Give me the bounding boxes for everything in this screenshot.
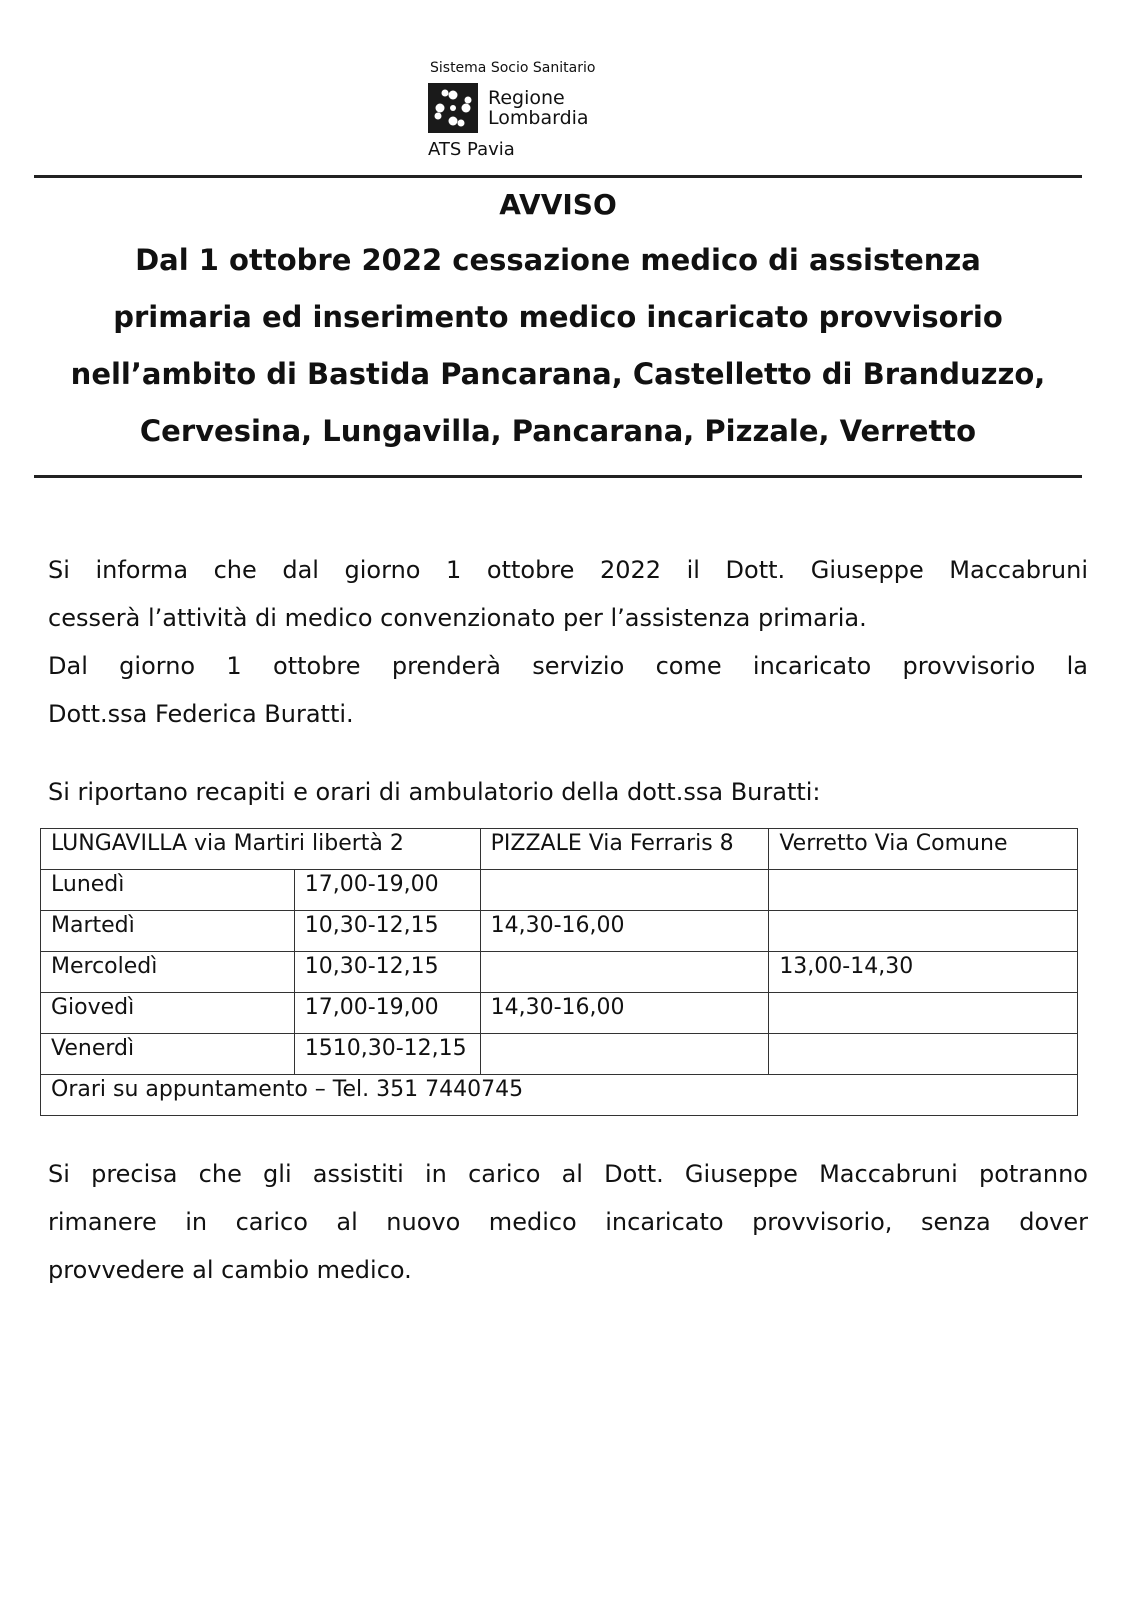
header-verretto: Verretto Via Comune — [769, 829, 1078, 870]
notice-label: AVVISO — [499, 188, 617, 221]
table-row — [41, 952, 1078, 993]
pizzale-hours — [480, 870, 769, 911]
table-row — [41, 911, 1078, 952]
day-cell: Mercoledì — [41, 952, 295, 993]
logo-system-text: Sistema Socio Sanitario — [430, 60, 596, 76]
verretto-hours — [769, 993, 1078, 1034]
pizzale-hours — [480, 1034, 769, 1075]
day-cell: Giovedì — [41, 993, 295, 1034]
ats-logo — [428, 60, 638, 160]
verretto-hours — [769, 1034, 1078, 1075]
logo-region-line1: Regione — [488, 87, 565, 109]
day-cell: Martedì — [41, 911, 295, 952]
day-cell: Venerdì — [41, 1034, 295, 1075]
header-pizzale: PIZZALE Via Ferraris 8 — [480, 829, 769, 870]
verretto-hours — [769, 911, 1078, 952]
intro-line: cesserà l’attività di medico convenzionato per l’assistenza primaria. — [48, 604, 867, 632]
closing-line: Si precisa che gli assistiti in carico al Dott. Giuseppe Maccabruni potranno — [48, 1160, 1088, 1188]
notice-headline — [34, 232, 1082, 460]
closing-line: provvedere al cambio medico. — [48, 1256, 412, 1284]
intro-paragraph — [48, 546, 1088, 738]
table-row — [41, 1034, 1078, 1075]
header-lungavilla: LUNGAVILLA via Martiri libertà 2 — [41, 829, 481, 870]
schedule-intro: Si riportano recapiti e orari di ambulatorio della dott.ssa Buratti: — [48, 778, 821, 806]
lungavilla-hours: 1510,30-12,15 — [294, 1034, 480, 1075]
intro-line: Dott.ssa Federica Buratti. — [48, 700, 354, 728]
lungavilla-hours: 10,30-12,15 — [294, 911, 480, 952]
top-divider — [34, 175, 1082, 178]
pizzale-hours: 14,30-16,00 — [480, 993, 769, 1034]
intro-line: Si informa che dal giorno 1 ottobre 2022 il Dott. Giuseppe Maccabruni — [48, 556, 1088, 584]
verretto-hours: 13,00-14,30 — [769, 952, 1078, 993]
lungavilla-hours: 17,00-19,00 — [294, 993, 480, 1034]
schedule-header-row — [41, 829, 1078, 870]
lungavilla-hours: 17,00-19,00 — [294, 870, 480, 911]
logo-region-line2: Lombardia — [488, 107, 589, 129]
headline-line: Cervesina, Lungavilla, Pancarana, Pizzale, Verretto — [139, 414, 977, 448]
day-cell: Lunedì — [41, 870, 295, 911]
bottom-divider — [34, 475, 1082, 478]
intro-line: Dal giorno 1 ottobre prenderà servizio come incaricato provvisorio la — [48, 652, 1088, 680]
regione-lombardia-rose-icon — [428, 83, 478, 133]
logo-agency: ATS Pavia — [428, 139, 515, 160]
lungavilla-hours: 10,30-12,15 — [294, 952, 480, 993]
headline-line: Dal 1 ottobre 2022 cessazione medico di assistenza — [135, 243, 981, 277]
headline-line: primaria ed inserimento medico incaricato provvisorio — [113, 300, 1003, 334]
headline-line: nell’ambito di Bastida Pancarana, Castelletto di Branduzzo, — [70, 357, 1046, 391]
verretto-hours — [769, 870, 1078, 911]
schedule-footer-row — [41, 1075, 1078, 1116]
pizzale-hours — [480, 952, 769, 993]
closing-line: rimanere in carico al nuovo medico incaricato provvisorio, senza dover — [48, 1208, 1088, 1236]
schedule-table — [40, 828, 1078, 1116]
pizzale-hours: 14,30-16,00 — [480, 911, 769, 952]
appointment-note: Orari su appuntamento – Tel. 351 7440745 — [41, 1075, 1078, 1116]
table-row — [41, 993, 1078, 1034]
table-row — [41, 870, 1078, 911]
closing-paragraph — [48, 1150, 1088, 1294]
